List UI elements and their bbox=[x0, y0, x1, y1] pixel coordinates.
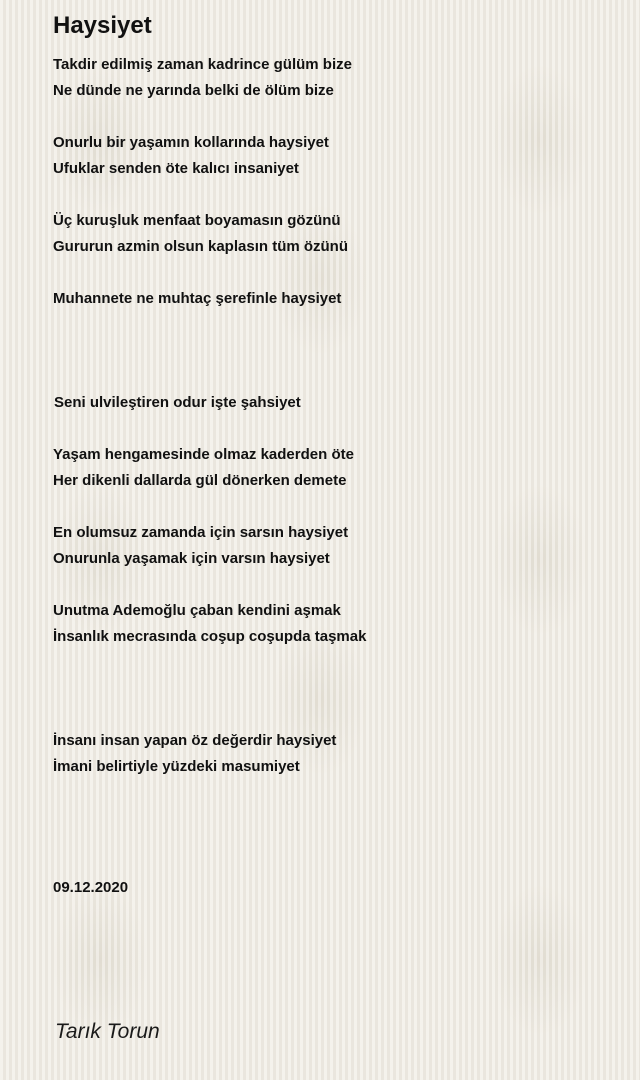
stanza bbox=[53, 728, 613, 780]
poem-line: Üç kuruşluk menfaat boyamasın gözünü bbox=[53, 212, 341, 229]
poem-line: Takdir edilmiş zaman kadrince gülüm bize bbox=[53, 56, 352, 73]
poem-line: Her dikenli dallarda gül dönerken demete bbox=[53, 472, 347, 489]
stanza-gap bbox=[53, 650, 613, 728]
stanza bbox=[53, 52, 613, 104]
poem-date: 09.12.2020 bbox=[53, 879, 129, 896]
poem-line: İmani belirtiyle yüzdeki masumiyet bbox=[53, 758, 300, 775]
poem-author: Tarık Torun bbox=[55, 1020, 160, 1043]
stanza-gap bbox=[53, 104, 613, 130]
poem-line: Seni ulvileştiren odur işte şahsiyet bbox=[54, 394, 301, 411]
stanza bbox=[53, 598, 613, 650]
stanza-gap bbox=[53, 260, 613, 286]
stanza-gap bbox=[53, 494, 613, 520]
poem-line: Gururun azmin olsun kaplasın tüm özünü bbox=[53, 238, 349, 255]
stanza-gap bbox=[53, 182, 613, 208]
poem-line: Ne dünde ne yarında belki de ölüm bize bbox=[53, 82, 334, 99]
poem-line: Ufuklar senden öte kalıcı insaniyet bbox=[53, 160, 299, 177]
stanza-gap bbox=[53, 416, 613, 442]
poem-title: Haysiyet bbox=[53, 12, 152, 39]
poem-line: İnsanı insan yapan öz değerdir haysiyet bbox=[53, 732, 337, 749]
poem-body bbox=[53, 52, 613, 780]
poem-line: İnsanlık mecrasında coşup coşupda taşmak bbox=[53, 628, 367, 645]
stanza bbox=[53, 442, 613, 494]
poem-line: Yaşam hengamesinde olmaz kaderden öte bbox=[53, 446, 354, 463]
poem-line: En olumsuz zamanda için sarsın haysiyet bbox=[53, 524, 349, 541]
stanza bbox=[53, 208, 613, 260]
stanza bbox=[53, 390, 613, 416]
stanza-gap bbox=[53, 312, 613, 390]
stanza bbox=[53, 130, 613, 182]
stanza bbox=[53, 520, 613, 572]
poem-line: Onurunla yaşamak için varsın haysiyet bbox=[53, 550, 330, 567]
poem-line: Muhannete ne muhtaç şerefinle haysiyet bbox=[53, 290, 342, 307]
poem-line: Onurlu bir yaşamın kollarında haysiyet bbox=[53, 134, 329, 151]
stanza-gap bbox=[53, 572, 613, 598]
stanza bbox=[53, 286, 613, 312]
poem-line: Unutma Ademoğlu çaban kendini aşmak bbox=[53, 602, 341, 619]
